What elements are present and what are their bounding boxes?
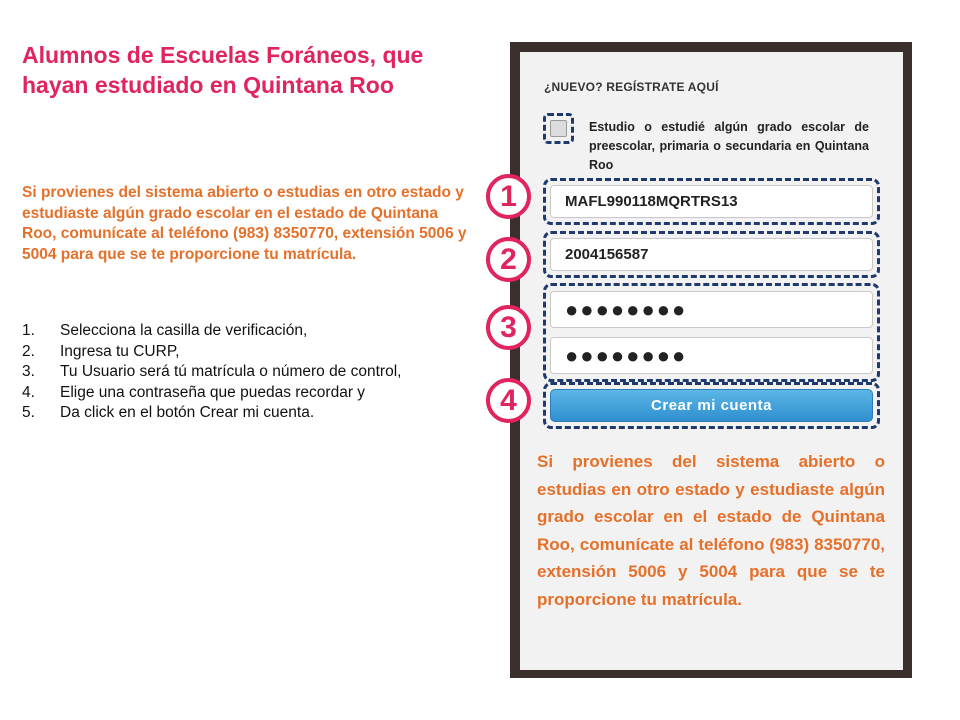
list-item: [22, 383, 482, 404]
step-badge-3: 3: [486, 305, 531, 350]
submit-highlight: [543, 382, 880, 429]
curp-highlight: [543, 178, 880, 225]
steps-list: [22, 321, 482, 424]
username-input[interactable]: 2004156587: [550, 238, 873, 271]
step-number: 5.: [22, 404, 35, 421]
step-text: Da click en el botón Crear mi cuenta.: [60, 404, 315, 421]
step-badge-4: 4: [486, 378, 531, 423]
panel-note: Si provienes del sistema abierto o estudias en otro estado y estudiaste algún grado escolar en el estado de Quintana Roo, comunícate al teléfono (983) 8350770, extensión 5006 y 5004 para que se te proporcione tu matrícula.: [537, 452, 885, 609]
list-item: [22, 321, 482, 342]
checkbox-highlight: [543, 113, 574, 144]
quintana-roo-checkbox[interactable]: [550, 120, 567, 137]
password-input[interactable]: ●●●●●●●●: [550, 291, 873, 328]
intro-paragraph: Si provienes del sistema abierto o estudias en otro estado y estudiaste algún grado escolar en el estado de Quintana Roo, comunícate al teléfono (983) 8350770, extensión 5006 y 5004 para que se te proporcione tu matrícula.: [22, 184, 467, 263]
step-text: Ingresa tu CURP,: [60, 342, 180, 360]
list-item: [22, 342, 482, 363]
step-badge-2: 2: [486, 237, 531, 282]
list-item: [22, 362, 482, 383]
step-text: Selecciona la casilla de verificación,: [60, 322, 308, 339]
step-number: 4.: [22, 383, 35, 401]
create-account-button[interactable]: Crear mi cuenta: [550, 389, 873, 422]
password-highlight: [543, 283, 880, 382]
step-text: Tu Usuario será tú matrícula o número de control,: [60, 363, 402, 380]
registration-header: ¿NUEVO? REGÍSTRATE AQUÍ: [544, 80, 719, 94]
password-confirm-input[interactable]: ●●●●●●●●: [550, 337, 873, 374]
step-number: 1.: [22, 322, 35, 339]
list-item: [22, 403, 482, 424]
checkbox-label: Estudio o estudié algún grado escolar de preescolar, primaria o secundaria en Quintana Roo: [589, 120, 869, 172]
step-number: 3.: [22, 363, 35, 380]
user-highlight: [543, 231, 880, 278]
step-number: 2.: [22, 342, 35, 360]
page-title: Alumnos de Escuelas Foráneos, que hayan estudiado en Quintana Roo: [22, 42, 424, 98]
step-badge-1: 1: [486, 174, 531, 219]
step-text: Elige una contraseña que puedas recordar y: [60, 383, 366, 401]
curp-input[interactable]: MAFL990118MQRTRS13: [550, 185, 873, 218]
